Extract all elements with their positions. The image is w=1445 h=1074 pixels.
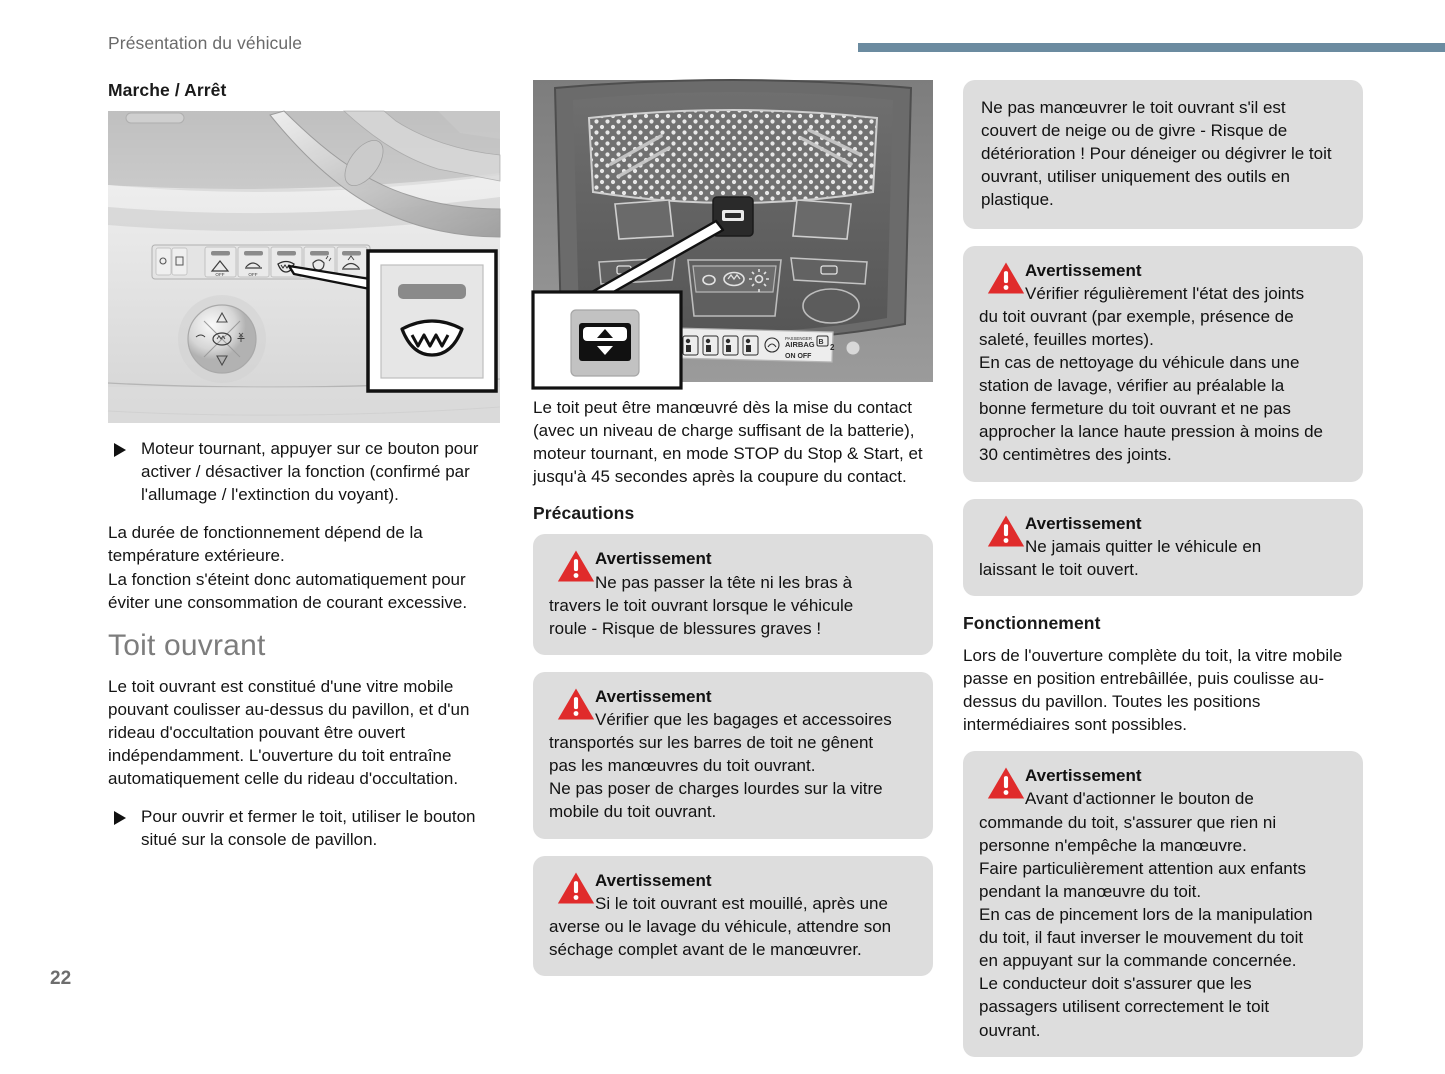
warning-body-line: du toit ouvrant (par exemple, présence de [979, 306, 1294, 326]
callout-heated-windscreen [368, 251, 496, 391]
warning-first-line: Ne pas passer la tête ni les bras à [595, 572, 853, 592]
left-paragraph-duration-line1: La durée de fonctionnement dépend de la température extérieure. [108, 523, 423, 566]
warning-triangle-icon [557, 549, 595, 583]
warning-body [979, 558, 1347, 581]
warning-box-continuation [963, 80, 1363, 229]
warning-title: Avertissement [1025, 260, 1142, 280]
warning-body-line: station de lavage, vérifier au préalable la [979, 376, 1285, 396]
right-paragraph-fonctionnement: Lors de l'ouverture complète du toit, la vitre mobile passe en position entrebâillée, puis coulisse au-dessus du pavillon. Toutes les positions intermédiaires sont possibles. [963, 645, 1343, 735]
warning-continuation-text: Ne pas manœuvrer le toit ouvrant s'il est couvert de neige ou de givre - Risque de détérioration ! Pour déneiger ou dégivrer le toit ouvrant, utiliser uniquement des outils en plastique. [981, 98, 1332, 210]
warning-triangle-icon [987, 261, 1025, 295]
right-column [963, 80, 1363, 1074]
warning-body-line: 30 centimètres des joints. [979, 445, 1172, 465]
svg-text:B: B [818, 339, 824, 346]
warning-title: Avertissement [1025, 766, 1142, 786]
section-heading-toit-ouvrant: Toit ouvrant [108, 628, 266, 662]
warning-body-line: du toit, il faut inverser le mouvement du toit [979, 928, 1304, 948]
warning-first-line: Avant d'actionner le bouton de [1025, 789, 1254, 809]
warning-triangle-icon [557, 687, 595, 721]
warning-body [979, 811, 1347, 1042]
warning-body [979, 305, 1347, 467]
warning-body-line: En cas de pincement lors de la manipulation [979, 904, 1313, 924]
warning-body-line: travers le toit ouvrant lorsque le véhicule [549, 595, 854, 615]
warning-body-line: averse ou le lavage du véhicule, attendre son [549, 916, 892, 936]
warning-box [963, 751, 1363, 1056]
warning-box [533, 856, 933, 976]
left-column [108, 80, 500, 867]
figure-dashboard-controls [108, 111, 500, 423]
warning-body-line: Ne pas poser de charges lourdes sur la vitre [549, 779, 883, 799]
svg-text:ON OFF: ON OFF [785, 353, 812, 360]
warning-triangle-icon [987, 514, 1025, 548]
warning-title: Avertissement [595, 549, 712, 569]
svg-text:AIRBAG: AIRBAG [785, 340, 815, 349]
warning-body-line: bonne fermeture du toit ouvrant et ne pas [979, 399, 1291, 419]
page-header [0, 0, 1445, 60]
warning-body-line: En cas de nettoyage du véhicule dans une [979, 352, 1300, 372]
header-rule [858, 43, 1445, 52]
warning-box [533, 534, 933, 654]
warning-body [549, 731, 917, 823]
svg-text:2: 2 [830, 343, 835, 352]
warning-triangle-icon [557, 871, 595, 905]
warning-body-line: saleté, feuilles mortes). [979, 329, 1154, 349]
warning-body-line: pendant la manœuvre du toit. [979, 881, 1202, 901]
warning-body [549, 915, 917, 961]
page-number: 22 [50, 968, 72, 989]
left-paragraph-duration-line2: La fonction s'éteint donc automatiquement pour éviter une consommation de courant excessive. [108, 569, 468, 612]
callout-sunroof-button [533, 292, 681, 388]
warning-title: Avertissement [595, 870, 712, 890]
warning-first-line: Vérifier que les bagages et accessoires [595, 709, 892, 729]
warning-body-line: roule - Risque de blessures graves ! [549, 618, 822, 638]
left-heading-marche-arret: Marche / Arrêt [108, 80, 227, 100]
mid-paragraph-operation-conditions: Le toit peut être manœuvré dès la mise du contact (avec un niveau de charge suffisant de la batterie), moteur tournant, en mode STOP du Stop & Start, et jusqu'à 45 secondes après la coupure du contact. [533, 398, 923, 487]
warning-body-line: en appuyant sur la commande concernée. [979, 951, 1297, 971]
svg-text:PASSENGER: PASSENGER [785, 336, 813, 341]
warning-box [963, 499, 1363, 596]
left-paragraph-toit-ouvrant: Le toit ouvrant est constitué d'une vitre mobile pouvant coulisser au-dessus du pavillon, et d'un rideau d'occultation pouvant être ouvert indépendamment. L'ouverture du toit entraîne automatiquement celle du rideau d'occultation. [108, 676, 470, 789]
warning-triangle-icon [987, 766, 1025, 800]
figure-roof-console [533, 80, 933, 382]
warning-first-line: Vérifier régulièrement l'état des joints [1025, 283, 1305, 303]
left-paragraph-duration [108, 521, 500, 613]
right-heading-fonctionnement: Fonctionnement [963, 612, 1101, 633]
warning-body-line: pas les manœuvres du toit ouvrant. [549, 756, 816, 776]
warning-body-line: Faire particulièrement attention aux enfants [979, 858, 1306, 878]
warning-body-line: Le conducteur doit s'assurer que les [979, 974, 1252, 994]
warning-body-line: approcher la lance haute pression à moins de [979, 422, 1323, 442]
warning-title: Avertissement [1025, 513, 1142, 533]
warning-box [533, 672, 933, 839]
warning-body-line: mobile du toit ouvrant. [549, 802, 717, 822]
warning-first-line: Si le toit ouvrant est mouillé, après une [595, 893, 888, 913]
warning-body-line: transportés sur les barres de toit ne gênent [549, 733, 874, 753]
svg-text:OFF: OFF [248, 272, 258, 277]
page-title: Présentation du véhicule [108, 33, 303, 53]
warning-first-line: Ne jamais quitter le véhicule en [1025, 536, 1262, 556]
warning-body-line: laissant le toit ouvert. [979, 559, 1139, 579]
warning-body-line: personne n'empêche la manœuvre. [979, 835, 1247, 855]
warning-body-line: séchage complet avant de le manœuvrer. [549, 939, 862, 959]
warning-body-line: passagers utilisent correctement le toit [979, 997, 1270, 1017]
left-bullet-engine-running: Moteur tournant, appuyer sur ce bouton pour activer / désactiver la fonction (confirmé par l'allumage / l'extinction du voyant). [108, 437, 500, 506]
warning-body [549, 594, 917, 640]
svg-text:OFF: OFF [215, 272, 225, 277]
warning-title: Avertissement [595, 686, 712, 706]
warning-body-line: commande du toit, s'assurer que rien ni [979, 812, 1277, 832]
warning-body-line: ouvrant. [979, 1020, 1041, 1040]
warning-box [963, 246, 1363, 482]
mid-heading-precautions: Précautions [533, 503, 635, 524]
left-bullet-open-close-roof: Pour ouvrir et fermer le toit, utiliser le bouton situé sur la console de pavillon. [108, 805, 500, 851]
middle-column [533, 80, 933, 993]
